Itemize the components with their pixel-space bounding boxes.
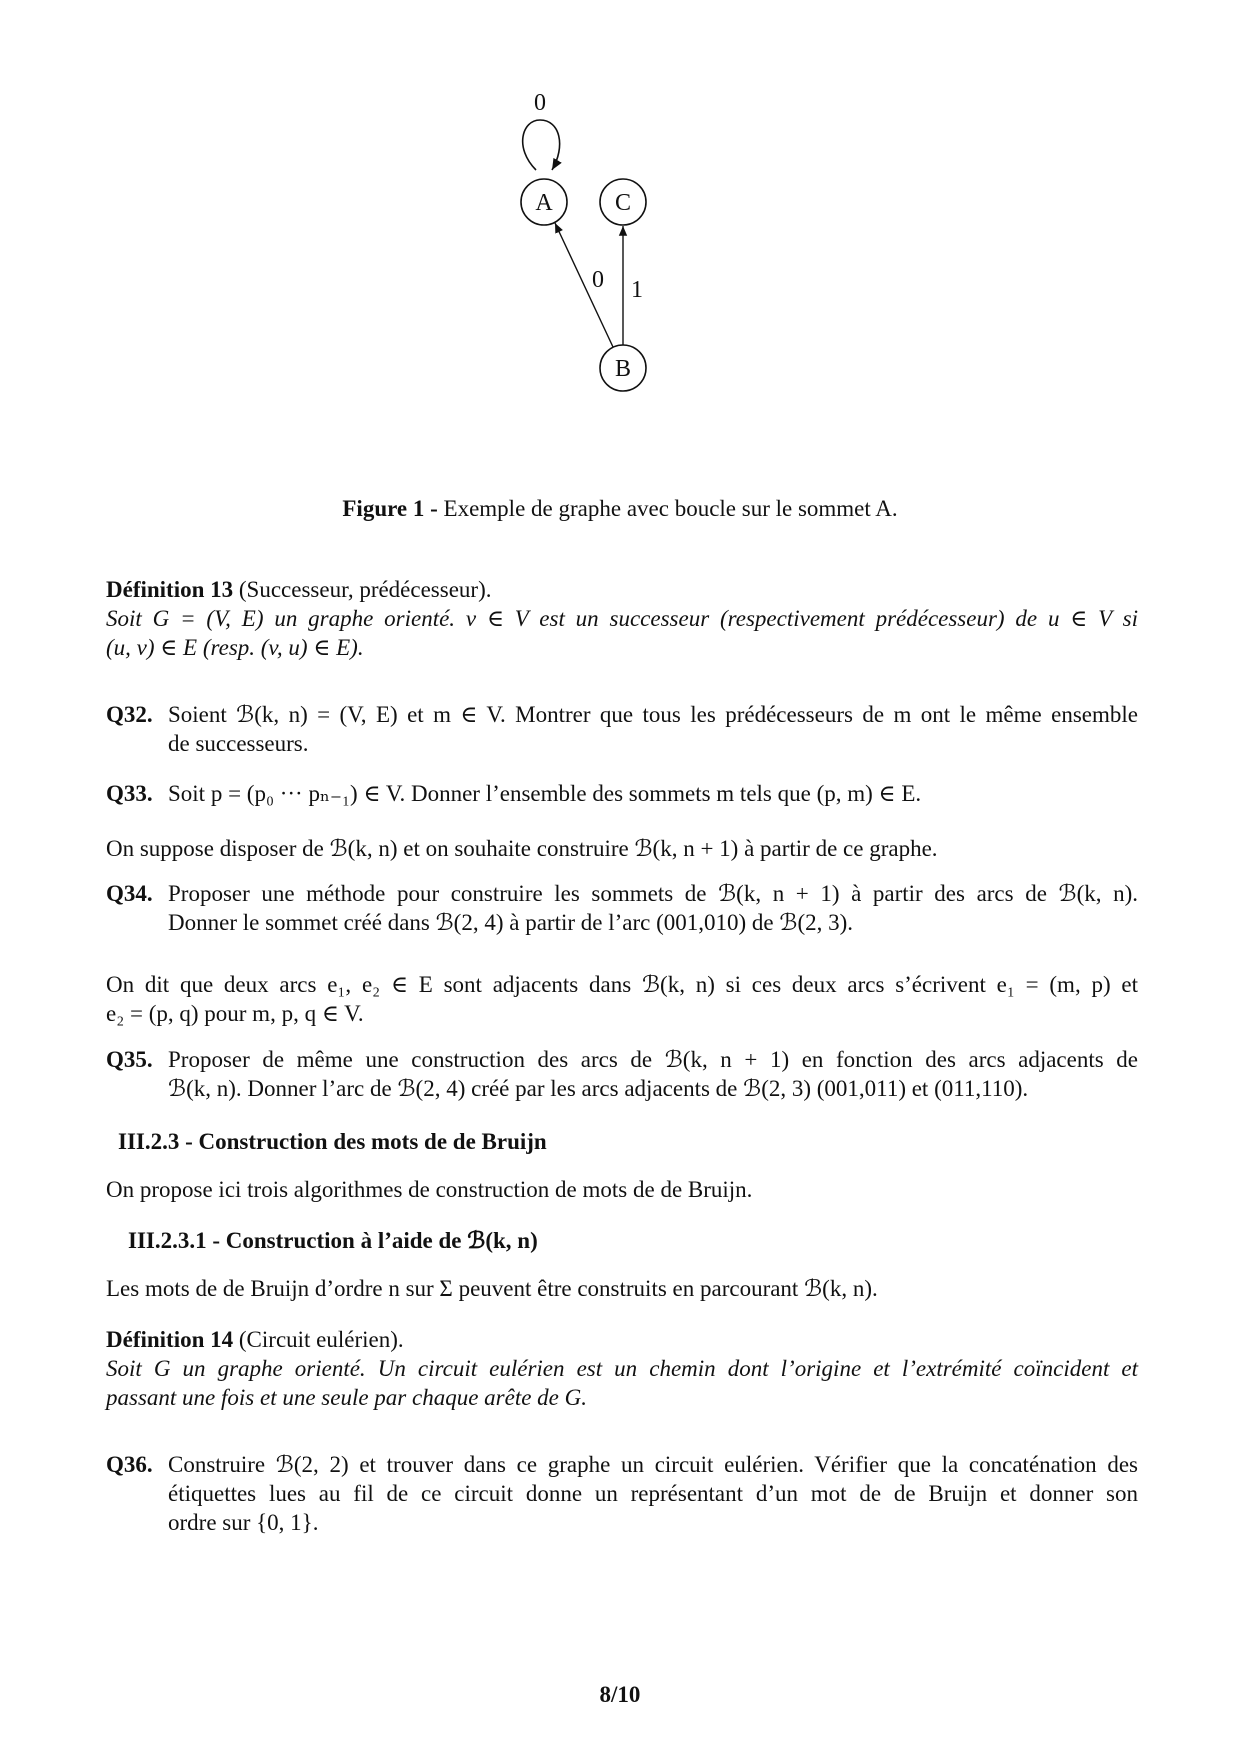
question-35-number: Q35. [106,1047,153,1072]
node-c-label: C [614,190,632,216]
definition-13 [106,575,1138,662]
question-33-line1: Soit p = (p₀ ··· pₙ₋₁) ∈ V. Donner l’ensemble des sommets m tels que (p, m) ∈ E. [168,781,922,806]
paragraph-2 [106,970,1138,1028]
paragraph-2-line2: e₂ = (p, q) pour m, p, q ∈ V. [106,1001,364,1026]
definition-14 [106,1325,1138,1412]
graph-svg [500,90,700,400]
definition-13-name: (Successeur, prédécesseur). [233,577,492,602]
definition-14-line2: passant une fois et une seule par chaque arête de G. [106,1385,587,1410]
figure-caption-label: Figure 1 - [342,496,438,521]
question-32-number: Q32. [106,702,153,727]
question-35-line2: ℬ(k, n). Donner l’arc de ℬ(2, 4) créé par les arcs adjacents de ℬ(2, 3) (001,011) et (011,110). [168,1076,1029,1101]
definition-14-name: (Circuit eulérien). [233,1327,404,1352]
paragraph-2-line1: On dit que deux arcs e₁, e₂ ∈ E sont adjacents dans ℬ(k, n) si ces deux arcs s’écrivent e₁ = (m, p) et [106,972,1138,997]
paragraph-4: Les mots de de Bruijn d’ordre n sur Σ peuvent être construits en parcourant ℬ(k, n). [106,1276,878,1301]
question-36-line2: étiquettes lues au fil de ce circuit donne un représentant d’un mot de de Bruijn et donner son [168,1481,1138,1506]
definition-13-line1: Soit G = (V, E) un graphe orienté. v ∈ V est un successeur (respectivement prédécesseur) de u ∈ V si [106,606,1138,631]
definition-14-label: Définition 14 [106,1327,234,1352]
loop-edge-a [523,120,560,170]
figure-caption-text: Exemple de graphe avec boucle sur le sommet A. [437,496,898,521]
definition-13-line2: (u, v) ∈ E (resp. (v, u) ∈ E). [106,635,364,660]
paragraph-3: On propose ici trois algorithmes de construction de mots de de Bruijn. [106,1177,753,1202]
definition-14-line1: Soit G un graphe orienté. Un circuit eulérien est un chemin dont l’origine et l’extrémité coïncident et [106,1356,1138,1381]
section-heading-3-2-3-1: III.2.3.1 - Construction à l’aide de ℬ(k, n) [128,1228,538,1253]
definition-13-label: Définition 13 [106,577,234,602]
node-a-label: A [535,190,553,216]
page-number: 8/10 [599,1682,641,1707]
question-34-line2: Donner le sommet créé dans ℬ(2, 4) à partir de l’arc (001,010) de ℬ(2, 3). [168,910,854,935]
edge-b-to-a-label: 0 [592,267,604,293]
question-33-number: Q33. [106,781,153,806]
loop-label: 0 [534,90,546,116]
edge-b-to-c-label: 1 [631,277,643,303]
question-34-line1: Proposer une méthode pour construire les sommets de ℬ(k, n + 1) à partir des arcs de ℬ(k, n). [168,881,1138,906]
paragraph-1: On suppose disposer de ℬ(k, n) et on souhaite construire ℬ(k, n + 1) à partir de ce graphe. [106,836,938,861]
question-32-line1: Soient ℬ(k, n) = (V, E) et m ∈ V. Montrer que tous les prédécesseurs de m ont le même ensemble [168,702,1138,727]
figure-caption [0,496,1240,522]
graph-figure [500,90,700,400]
question-36-number: Q36. [106,1452,153,1477]
question-36-line1: Construire ℬ(2, 2) et trouver dans ce graphe un circuit eulérien. Vérifier que la concaténation des [168,1452,1138,1477]
question-35-line1: Proposer de même une construction des arcs de ℬ(k, n + 1) en fonction des arcs adjacents de [168,1047,1138,1072]
node-b-label: B [614,356,632,382]
question-36-line3: ordre sur {0, 1}. [168,1510,319,1535]
question-34-number: Q34. [106,881,153,906]
question-32-line2: de successeurs. [168,731,309,756]
edge-b-to-a [555,223,613,347]
section-heading-3-2-3: III.2.3 - Construction des mots de de Bruijn [118,1129,547,1154]
